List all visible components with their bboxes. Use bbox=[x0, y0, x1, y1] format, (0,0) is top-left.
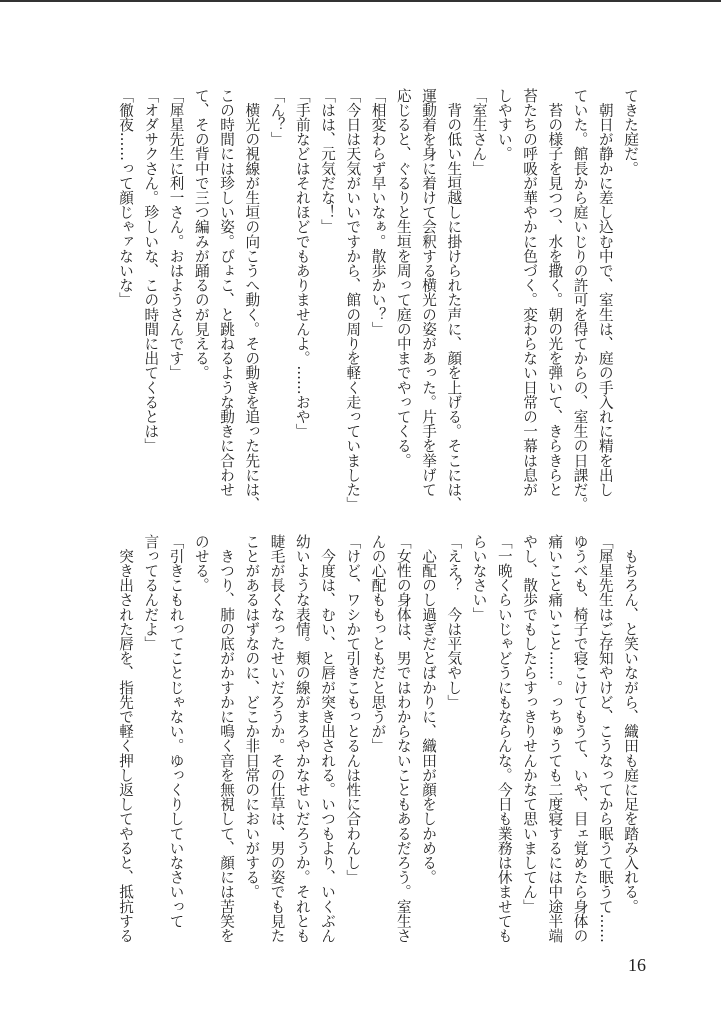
text-line: 今度は、むい、と唇が突き出される。いつもより、いくぶん bbox=[319, 534, 336, 943]
text-line: 「けど、ワシかて引きこもっとるんは性に合わんし」 bbox=[344, 534, 362, 885]
top-border-line bbox=[0, 0, 721, 2]
text-line: 「はは、元気だな！」 bbox=[319, 88, 336, 234]
text-line: 朝日が静かに差し込む中で、室生は、庭の手入れに精を出し bbox=[596, 88, 614, 497]
text-line: 「ん？」 bbox=[268, 88, 286, 147]
text-line: 「相変わらず早いなぁ。散歩かい？」 bbox=[369, 88, 387, 337]
text-block-top bbox=[112, 88, 643, 512]
text-line: 「ええ？ 今は平気やし」 bbox=[445, 534, 463, 710]
text-line: 言ってるんだよ」 bbox=[142, 534, 160, 651]
text-line: 痛いこと痛いこと……。っちゅうても二度寝するには中途半端 bbox=[546, 534, 564, 943]
text-line: 応じると、ぐるりと生垣を周って庭の中までやってくる。 bbox=[394, 88, 412, 468]
text-line: 「犀星先生はご存知やけど、こうなってから眠うて眠うて…… bbox=[596, 534, 614, 943]
text-line: ゆうべも、椅子で寝こけてもうて、いや、目ェ覚めたら身体の bbox=[571, 534, 589, 943]
text-line: 「手前などはそれほどでもありませんよ。……おや」 bbox=[293, 88, 311, 439]
text-line: 運動着を身に着けて会釈する横光の姿があった。片手を挙げて bbox=[420, 88, 437, 497]
text-line: て、その背中で三つ編みが踊るのが見える。 bbox=[192, 88, 210, 380]
text-line: もちろん、と笑いながら、織田も庭に足を踏み入れる。 bbox=[622, 534, 639, 914]
text-line: 苔の様子を見つつ、水を撒く。朝の光を弾いて、きらきらと bbox=[546, 88, 564, 497]
text-line: 「一晩くらいじゃどうにもならんな。今日も業務は休ませても bbox=[495, 534, 513, 943]
page-number: 16 bbox=[628, 955, 646, 975]
text-line: 睫毛が長くなったせいだろうか。その仕草は、男の姿でも見た bbox=[268, 534, 286, 943]
text-line: 「今日は天気がいいですから、館の周りを軽く走っていました」 bbox=[344, 88, 362, 512]
text-line: 横光の視線が生垣の向こうへ動く。その動きを追った先には、 bbox=[243, 88, 261, 512]
text-line: 「女性の身体は、男ではわからないこともあるだろう。室生さ bbox=[394, 534, 412, 943]
text-line: 「徹夜……って顔じゃァないな」 bbox=[117, 88, 134, 307]
text-line: んの心配ももっともだと思うが」 bbox=[369, 534, 387, 753]
text-line: らいなさい」 bbox=[470, 534, 488, 622]
text-line: 「引きこもれってことじゃない。ゆっくりしていなさいって bbox=[167, 534, 185, 929]
text-line: てきた庭だ。 bbox=[622, 88, 639, 176]
text-line: 「オダサクさん。珍しいな、この時間に出てくるとは」 bbox=[142, 88, 160, 453]
text-line: のせる。 bbox=[192, 534, 210, 593]
text-line: この時間には珍しい姿。ぴょこ、と跳ねるような動きに合わせ bbox=[218, 88, 235, 497]
text-line: ていた。館長から庭いじりの許可を得てからの、室生の日課だ。 bbox=[571, 88, 589, 512]
text-line: きつり、肺の底がかすかに鳴く音を無視して、顔には苦笑を bbox=[218, 534, 235, 943]
text-line: 「犀星先生に利一さん。おはようさんです」 bbox=[167, 88, 185, 380]
text-block-bottom bbox=[112, 534, 643, 948]
text-line: やし、散歩でもしたらすっきりせんかなて思いましてん」 bbox=[521, 534, 538, 914]
text-line: 「室生さん」 bbox=[470, 88, 488, 176]
text-line: 幼いような表情。頬の線がまろやかなせいだろうか。それとも bbox=[293, 534, 311, 943]
text-line: 背の低い生垣越しに掛けられた声に、顔を上げる。そこには、 bbox=[445, 88, 463, 512]
text-line: 心配のし過ぎだとばかりに、織田が顔をしかめる。 bbox=[420, 534, 437, 885]
text-line: ことがあるはずなのに、どこか非日常のにおいがする。 bbox=[243, 534, 261, 899]
text-line: 突き出された唇を、指先で軽く押し返してやると、抵抗する bbox=[117, 534, 134, 943]
text-line: しやすい。 bbox=[495, 88, 513, 161]
text-line: 苔たちの呼吸が華やかに色づく。変わらない日常の一幕は息が bbox=[521, 88, 538, 497]
